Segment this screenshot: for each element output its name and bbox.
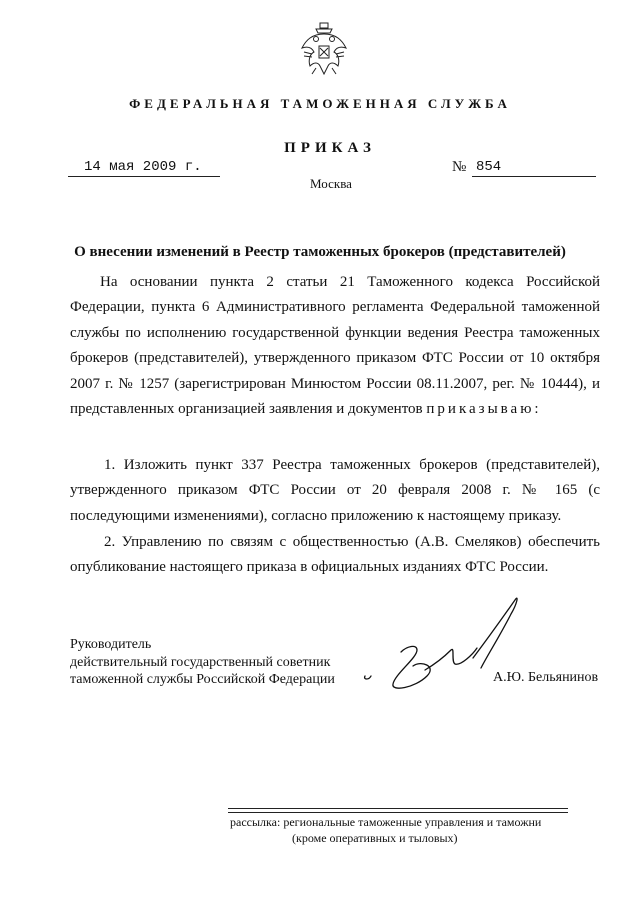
signatory-title-line: Руководитель — [70, 637, 152, 652]
signatory-name: А.Ю. Бельянинов — [493, 670, 599, 685]
order-keyword: приказываю: — [426, 401, 542, 418]
order-subject: О внесении изменений в Реестр таможенных брокеров (представителей) — [74, 244, 566, 260]
divider — [228, 808, 568, 809]
preamble-paragraph — [70, 270, 600, 422]
clause-2-paragraph: 2. Управлению по связям с общественностью (А.В. Смеляков) обеспечить опубликование настоящего приказа в официальных изданиях ФТС России. — [70, 534, 600, 576]
order-number-label: № — [452, 159, 467, 175]
preamble-text: На основании пункта 2 статьи 21 Таможенного кодекса Российской Федерации, пункта 6 Административного регламента Федеральной таможенной службы по исполнению государственной функции ведения Реестра таможенных брокеров (представителей), утвержденного приказом ФТС России от 10 октября 2007 г. № 1257 (зарегистрирован Минюстом России 08.11.2007, рег. № 10444), и представленных организацией заявления и документов — [70, 274, 600, 418]
signatory-title-line: действительный государственный советник — [70, 654, 331, 670]
clause-1-paragraph: 1. Изложить пункт 337 Реестра таможенных брокеров (представителей), утвержденного приказом ФТС России от 20 февраля 2008 г. № 165 (с последующими изменениями), согласно приложению к настоящему приказу. — [70, 457, 600, 524]
russian-coat-of-arms-emblem-icon — [298, 22, 350, 78]
document-title: ПРИКАЗ — [284, 140, 376, 156]
city: Москва — [310, 176, 352, 191]
signatory-title — [70, 636, 335, 689]
order-date: 14 мая 2009 г. — [68, 158, 220, 177]
signatory-title-line: таможенной службы Российской Федерации — [70, 672, 335, 687]
agency-name: ФЕДЕРАЛЬНАЯ ТАМОЖЕННАЯ СЛУЖБА — [129, 96, 511, 111]
distribution-list: рассылка: региональные таможенные управления и таможни — [230, 815, 542, 829]
order-number: 854 — [472, 158, 596, 177]
divider — [228, 812, 568, 813]
distribution-note: (кроме оперативных и тыловых) — [292, 831, 458, 845]
